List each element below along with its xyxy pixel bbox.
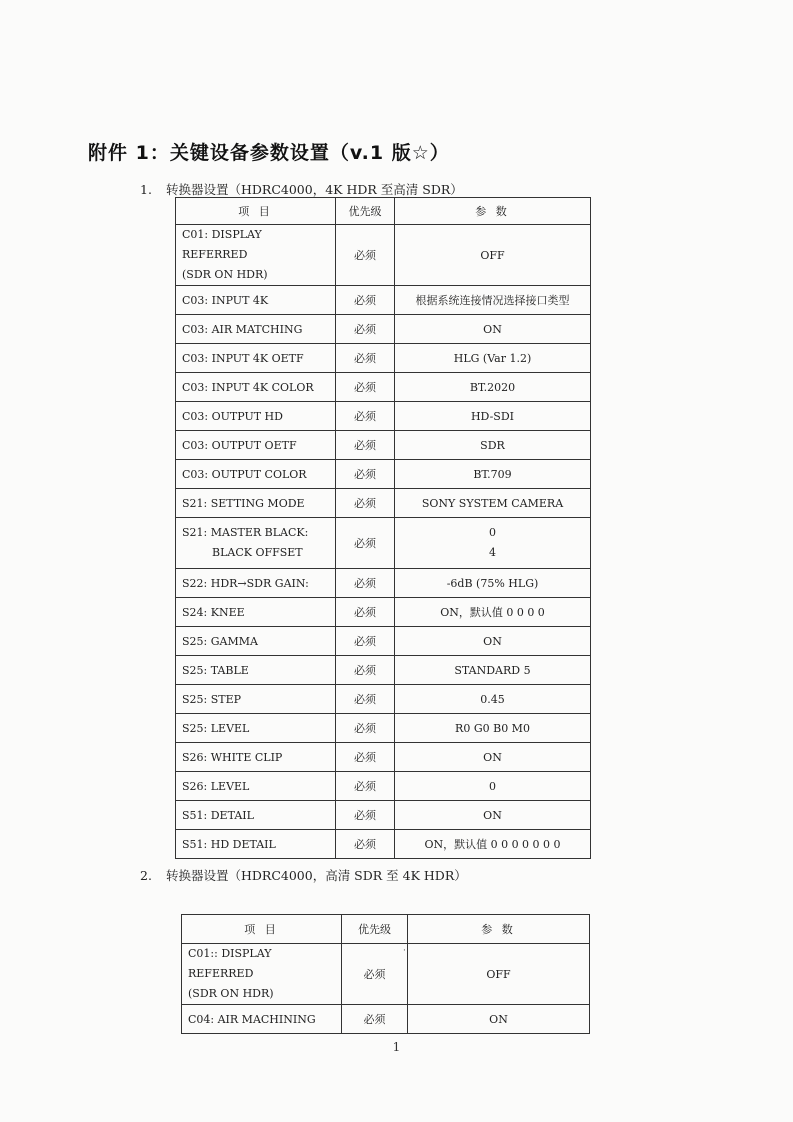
priority-cell: 必须 — [336, 714, 395, 743]
value-cell: STANDARD 5 — [395, 656, 591, 685]
value-cell: SDR — [395, 431, 591, 460]
item-line: S21: MASTER BLACK: — [182, 526, 309, 539]
item-cell: C03: INPUT 4K OETF — [176, 344, 336, 373]
value-cell: -6dB (75% HLG) — [395, 569, 591, 598]
table-header-row — [176, 198, 591, 225]
item-cell: S24: KNEE — [176, 598, 336, 627]
priority-cell: 必须 — [336, 598, 395, 627]
table-row — [176, 373, 591, 402]
value-cell: OFF — [395, 225, 591, 286]
header-priority: 优先级 — [336, 198, 395, 225]
item-cell: S21: SETTING MODE — [176, 489, 336, 518]
item-cell: C03: AIR MATCHING — [176, 315, 336, 344]
header-param: 参 数 — [408, 915, 590, 944]
section-heading-text: 转换器设置（HDRC4000，4K HDR 至高清 SDR） — [166, 182, 463, 197]
table-header-row — [182, 915, 590, 944]
header-param: 参 数 — [395, 198, 591, 225]
table-row — [176, 569, 591, 598]
table-row — [176, 772, 591, 801]
item-cell: C03: INPUT 4K — [176, 286, 336, 315]
priority-cell: 必须 — [336, 225, 395, 286]
table-row — [176, 225, 591, 286]
item-cell: S22: HDR→SDR GAIN: — [176, 569, 336, 598]
value-cell: ON — [395, 743, 591, 772]
section-number: 1. — [140, 182, 152, 197]
header-item: 项 目 — [176, 198, 336, 225]
table-row — [176, 830, 591, 859]
item-cell: S25: LEVEL — [176, 714, 336, 743]
priority-cell: 必须 — [336, 286, 395, 315]
item-line: C01:: DISPLAY REFERRED — [188, 947, 272, 980]
priority-cell: 必须 — [342, 1005, 408, 1034]
priority-cell: 必须 — [336, 772, 395, 801]
table-row — [176, 714, 591, 743]
table-row — [176, 431, 591, 460]
item-cell: S51: HD DETAIL — [176, 830, 336, 859]
priority-cell: 必须 — [336, 518, 395, 569]
item-line: (SDR ON HDR) — [188, 987, 274, 1000]
table-row — [176, 743, 591, 772]
table-row — [176, 627, 591, 656]
value-cell: ON，默认值 0 0 0 0 0 0 0 — [395, 830, 591, 859]
item-cell: C03: OUTPUT OETF — [176, 431, 336, 460]
item-cell — [176, 518, 336, 569]
priority-cell: 必须 — [336, 402, 395, 431]
item-cell: S51: DETAIL — [176, 801, 336, 830]
value-cell: ON — [395, 627, 591, 656]
value-line: 0 — [489, 526, 496, 539]
table-row — [176, 656, 591, 685]
item-line: BLACK OFFSET — [212, 546, 303, 559]
table-row — [176, 460, 591, 489]
section-heading-1 — [140, 180, 463, 198]
item-cell: S25: GAMMA — [176, 627, 336, 656]
priority-cell: 必须 — [336, 460, 395, 489]
converter-settings-table-1 — [175, 197, 591, 859]
priority-cell: 必须 — [336, 431, 395, 460]
value-cell: 根据系统连接情况选择接口类型 — [395, 286, 591, 315]
priority-cell: 必须 — [336, 656, 395, 685]
item-cell: C03: OUTPUT HD — [176, 402, 336, 431]
priority-cell: 必须 — [336, 743, 395, 772]
priority-cell: 必须 — [336, 373, 395, 402]
header-item: 项 目 — [182, 915, 342, 944]
value-cell: 0 — [395, 772, 591, 801]
value-cell: ON — [408, 1005, 590, 1034]
priority-cell: 必须 — [336, 344, 395, 373]
priority-cell: 必须 — [336, 489, 395, 518]
item-cell — [182, 944, 342, 1005]
value-cell: BT.2020 — [395, 373, 591, 402]
value-cell: 0.45 — [395, 685, 591, 714]
value-cell: ON — [395, 801, 591, 830]
value-cell: HD-SDI — [395, 402, 591, 431]
item-cell: C04: AIR MACHINING — [182, 1005, 342, 1034]
value-line: 4 — [489, 546, 496, 559]
item-cell: S26: LEVEL — [176, 772, 336, 801]
section-number: 2. — [140, 868, 152, 883]
table-row — [176, 402, 591, 431]
table-row — [176, 598, 591, 627]
section-heading-2 — [140, 866, 467, 884]
value-cell: R0 G0 B0 M0 — [395, 714, 591, 743]
page-title: 附件 1：关键设备参数设置（v.1 版☆） — [88, 142, 450, 164]
table-row — [176, 344, 591, 373]
priority-cell: 必须 — [336, 801, 395, 830]
priority-cell: 必须 — [336, 569, 395, 598]
table-row — [182, 1005, 590, 1034]
priority-cell: 必须 — [336, 627, 395, 656]
page-number: 1 — [392, 1040, 401, 1054]
section-heading-text: 转换器设置（HDRC4000，高清 SDR 至 4K HDR） — [166, 868, 467, 883]
table-row — [176, 518, 591, 569]
converter-settings-table-2 — [181, 914, 590, 1034]
priority-cell: 必须 — [336, 315, 395, 344]
value-cell: ON — [395, 315, 591, 344]
priority-cell: 必须 — [336, 685, 395, 714]
table-row — [176, 801, 591, 830]
item-cell — [176, 225, 336, 286]
item-cell: C03: INPUT 4K COLOR — [176, 373, 336, 402]
priority-cell: 必须 — [342, 944, 408, 1005]
value-cell — [395, 518, 591, 569]
priority-cell: 必须 — [336, 830, 395, 859]
table-row — [182, 944, 590, 1005]
item-line: (SDR ON HDR) — [182, 268, 268, 281]
table-row — [176, 315, 591, 344]
value-cell: OFF — [408, 944, 590, 1005]
value-cell: BT.709 — [395, 460, 591, 489]
item-line: C01: DISPLAY REFERRED — [182, 228, 262, 261]
value-cell: HLG (Var 1.2) — [395, 344, 591, 373]
scan-mark: · — [403, 946, 406, 956]
table-row — [176, 489, 591, 518]
item-cell: S25: STEP — [176, 685, 336, 714]
item-cell: S25: TABLE — [176, 656, 336, 685]
value-cell: SONY SYSTEM CAMERA — [395, 489, 591, 518]
table-row — [176, 685, 591, 714]
item-cell: C03: OUTPUT COLOR — [176, 460, 336, 489]
header-priority: 优先级 — [342, 915, 408, 944]
item-cell: S26: WHITE CLIP — [176, 743, 336, 772]
table-row — [176, 286, 591, 315]
value-cell: ON，默认值 0 0 0 0 — [395, 598, 591, 627]
